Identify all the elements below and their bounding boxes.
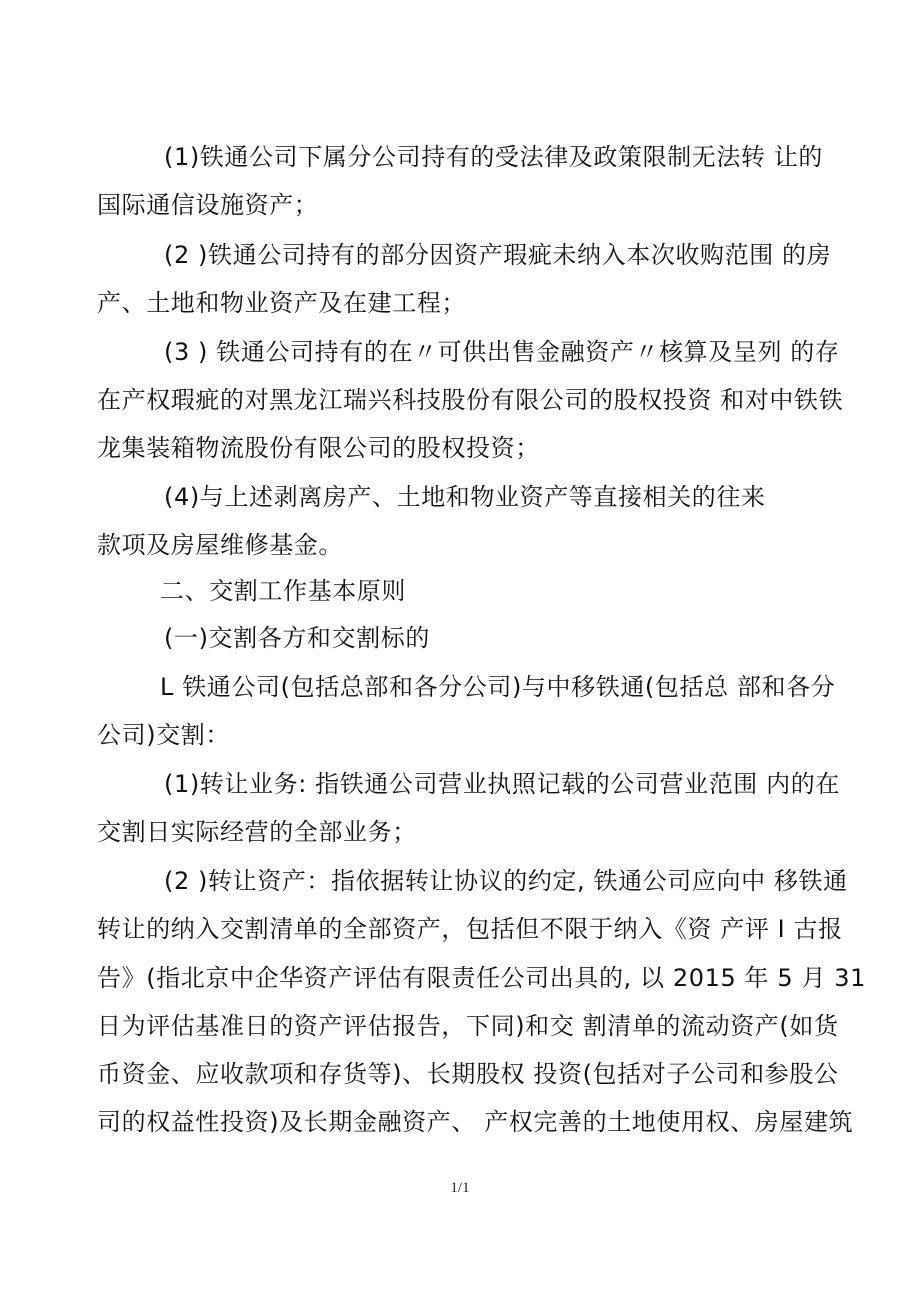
- paragraph-line: 币资金、应收款项和存货等)、长期股权 投资(包括对子公司和参股公: [97, 1060, 839, 1088]
- paragraph-line: 交割日实际经营的全部业务；: [97, 818, 417, 846]
- paragraph-line: 龙集装箱物流股份有限公司的股权投资；: [97, 434, 540, 462]
- paragraph-line: 款项及房屋维修基金。: [97, 531, 343, 559]
- section-heading: 二、交割工作基本原则: [160, 577, 406, 605]
- paragraph-line: (2 )转让资产：指依据转让协议的约定, 铁通公司应向中 移铁通: [164, 867, 848, 895]
- paragraph-line: 产、土地和物业资产及在建工程；: [97, 289, 466, 317]
- paragraph-line: 转让的纳入交割清单的全部资产，包括但不限于纳入《资 产评 I 古报: [97, 915, 843, 943]
- paragraph-line: 在产权瑕疵的对黑龙江瑞兴科技股份有限公司的股权投资 和对中铁铁: [97, 386, 844, 414]
- paragraph-line: 告》(指北京中企华资产评估有限责任公司出具的, 以 2015 年 5 月 31: [97, 964, 867, 992]
- paragraph-line: 公司)交割：: [97, 721, 230, 749]
- paragraph-line: (3 ) 铁通公司持有的在〃可供出售金融资产〃核算及呈列 的存: [164, 338, 840, 366]
- paragraph-line: 司的权益性投资)及长期金融资产、 产权完善的土地使用权、房屋建筑: [97, 1108, 854, 1136]
- page-number: 1/1: [450, 1180, 470, 1196]
- paragraph-line: (1)铁通公司下属分公司持有的受法律及政策限制无法转 让的: [164, 143, 824, 171]
- paragraph-line: (2 )铁通公司持有的部分因资产瑕疵未纳入本次收购范围 的房: [164, 241, 832, 269]
- paragraph-line: 国际通信设施资产；: [97, 191, 319, 219]
- paragraph-line: L 铁通公司(包括总部和各分公司)与中移铁通(包括总 部和各分: [160, 673, 836, 701]
- paragraph-line: (4)与上述剥离房产、土地和物业资产等直接相关的往来: [164, 483, 766, 511]
- paragraph-line: 日为评估基准日的资产评估报告，下同)和交 割清单的流动资产(如货: [97, 1012, 839, 1040]
- subsection-heading: (一)交割各方和交割标的: [164, 624, 430, 652]
- paragraph-line: (1)转让业务: 指铁通公司营业执照记载的公司营业范围 内的在: [164, 770, 840, 798]
